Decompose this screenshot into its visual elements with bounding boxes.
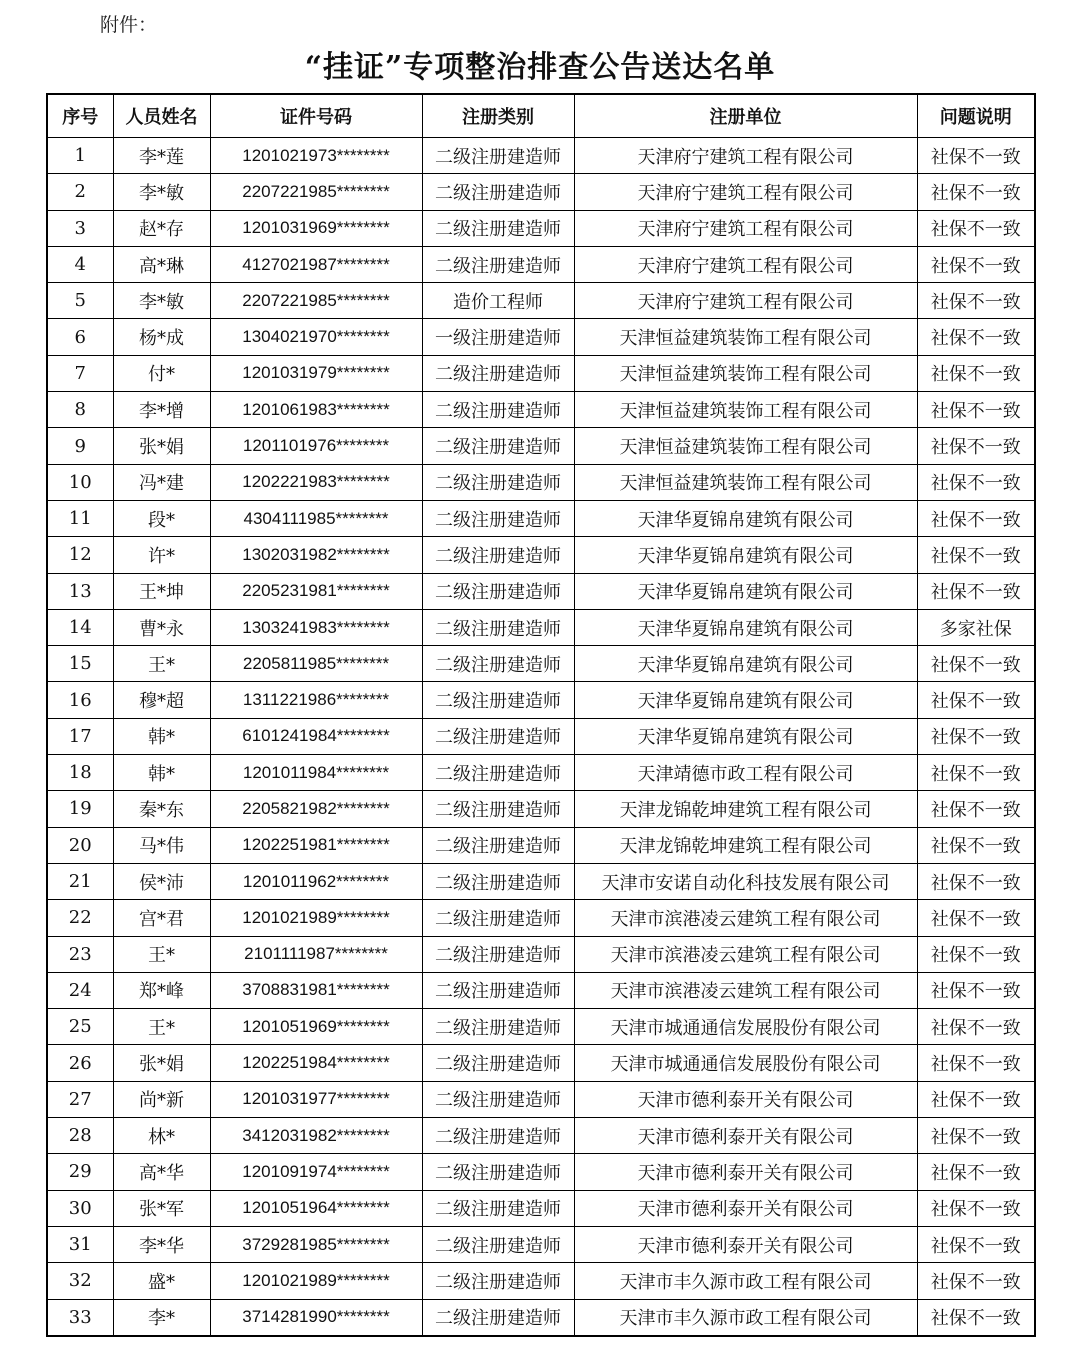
cell-name: 李*华	[113, 1226, 210, 1262]
cell-issue: 社保不一致	[917, 283, 1035, 319]
cell-registered-company: 天津华夏锦帛建筑有限公司	[574, 682, 917, 718]
cell-id-number: 1304021970********	[210, 319, 422, 355]
cell-issue: 社保不一致	[917, 936, 1035, 972]
cell-registration-type: 二级注册建造师	[422, 718, 574, 754]
cell-issue: 多家社保	[917, 609, 1035, 645]
cell-registered-company: 天津市德利泰开关有限公司	[574, 1226, 917, 1262]
cell-id-number: 1201031969********	[210, 210, 422, 246]
cell-issue: 社保不一致	[917, 972, 1035, 1008]
cell-index: 4	[47, 246, 113, 282]
cell-registered-company: 天津府宁建筑工程有限公司	[574, 210, 917, 246]
cell-registered-company: 天津恒益建筑装饰工程有限公司	[574, 319, 917, 355]
cell-issue: 社保不一致	[917, 428, 1035, 464]
cell-id-number: 1302031982********	[210, 537, 422, 573]
table-row	[47, 1226, 1035, 1262]
cell-index: 22	[47, 900, 113, 936]
cell-registration-type: 二级注册建造师	[422, 682, 574, 718]
cell-id-number: 3708831981********	[210, 972, 422, 1008]
cell-name: 曹*永	[113, 609, 210, 645]
cell-index: 20	[47, 827, 113, 863]
cell-registration-type: 二级注册建造师	[422, 1045, 574, 1081]
cell-name: 王*	[113, 646, 210, 682]
cell-index: 23	[47, 936, 113, 972]
table-row	[47, 718, 1035, 754]
cell-registration-type: 二级注册建造师	[422, 1190, 574, 1226]
cell-id-number: 1201021989********	[210, 900, 422, 936]
cell-index: 6	[47, 319, 113, 355]
table-row	[47, 682, 1035, 718]
cell-registration-type: 二级注册建造师	[422, 355, 574, 391]
cell-issue: 社保不一致	[917, 355, 1035, 391]
table-row	[47, 1009, 1035, 1045]
cell-name: 付*	[113, 355, 210, 391]
cell-registration-type: 二级注册建造师	[422, 1081, 574, 1117]
cell-name: 郑*峰	[113, 972, 210, 1008]
cell-id-number: 4304111985********	[210, 500, 422, 536]
cell-registered-company: 天津市德利泰开关有限公司	[574, 1118, 917, 1154]
cell-id-number: 1202221983********	[210, 464, 422, 500]
cell-registration-type: 二级注册建造师	[422, 972, 574, 1008]
cell-index: 13	[47, 573, 113, 609]
cell-name: 冯*建	[113, 464, 210, 500]
cell-issue: 社保不一致	[917, 863, 1035, 899]
cell-name: 张*娟	[113, 1045, 210, 1081]
cell-registered-company: 天津市滨港凌云建筑工程有限公司	[574, 936, 917, 972]
cell-id-number: 1303241983********	[210, 609, 422, 645]
cell-registration-type: 二级注册建造师	[422, 936, 574, 972]
cell-name: 段*	[113, 500, 210, 536]
column-header-registration-type: 注册类别	[422, 94, 574, 138]
table-row	[47, 283, 1035, 319]
cell-issue: 社保不一致	[917, 1045, 1035, 1081]
table-row	[47, 319, 1035, 355]
cell-registration-type: 二级注册建造师	[422, 1118, 574, 1154]
table-row	[47, 1299, 1035, 1336]
cell-name: 杨*成	[113, 319, 210, 355]
cell-issue: 社保不一致	[917, 1009, 1035, 1045]
table-row	[47, 428, 1035, 464]
table-row	[47, 791, 1035, 827]
cell-index: 9	[47, 428, 113, 464]
cell-issue: 社保不一致	[917, 900, 1035, 936]
cell-issue: 社保不一致	[917, 537, 1035, 573]
cell-index: 29	[47, 1154, 113, 1190]
cell-index: 25	[47, 1009, 113, 1045]
table-row	[47, 573, 1035, 609]
table-row	[47, 1263, 1035, 1299]
cell-registered-company: 天津恒益建筑装饰工程有限公司	[574, 392, 917, 428]
cell-id-number: 2205231981********	[210, 573, 422, 609]
cell-registered-company: 天津市城通通信发展股份有限公司	[574, 1045, 917, 1081]
cell-id-number: 1311221986********	[210, 682, 422, 718]
cell-name: 尚*新	[113, 1081, 210, 1117]
table-row	[47, 827, 1035, 863]
cell-name: 张*军	[113, 1190, 210, 1226]
cell-issue: 社保不一致	[917, 1081, 1035, 1117]
cell-id-number: 1201091974********	[210, 1154, 422, 1190]
column-header-issue: 问题说明	[917, 94, 1035, 138]
cell-name: 李*增	[113, 392, 210, 428]
cell-name: 赵*存	[113, 210, 210, 246]
cell-name: 李*敏	[113, 283, 210, 319]
cell-registration-type: 二级注册建造师	[422, 1263, 574, 1299]
cell-registered-company: 天津龙锦乾坤建筑工程有限公司	[574, 791, 917, 827]
cell-issue: 社保不一致	[917, 1118, 1035, 1154]
cell-name: 林*	[113, 1118, 210, 1154]
table-row	[47, 863, 1035, 899]
table-row	[47, 500, 1035, 536]
cell-index: 33	[47, 1299, 113, 1336]
column-header-name: 人员姓名	[113, 94, 210, 138]
cell-registered-company: 天津市滨港凌云建筑工程有限公司	[574, 900, 917, 936]
cell-registration-type: 二级注册建造师	[422, 537, 574, 573]
cell-registration-type: 二级注册建造师	[422, 1154, 574, 1190]
table-row	[47, 1118, 1035, 1154]
cell-issue: 社保不一致	[917, 1154, 1035, 1190]
cell-registration-type: 二级注册建造师	[422, 1009, 574, 1045]
cell-index: 12	[47, 537, 113, 573]
cell-registered-company: 天津恒益建筑装饰工程有限公司	[574, 464, 917, 500]
notice-list-table	[46, 93, 1036, 1337]
cell-issue: 社保不一致	[917, 718, 1035, 754]
cell-issue: 社保不一致	[917, 827, 1035, 863]
cell-registered-company: 天津恒益建筑装饰工程有限公司	[574, 355, 917, 391]
cell-index: 5	[47, 283, 113, 319]
cell-name: 韩*	[113, 718, 210, 754]
cell-name: 宫*君	[113, 900, 210, 936]
cell-issue: 社保不一致	[917, 392, 1035, 428]
cell-registered-company: 天津市德利泰开关有限公司	[574, 1081, 917, 1117]
table-row	[47, 972, 1035, 1008]
column-header-index: 序号	[47, 94, 113, 138]
cell-registration-type: 二级注册建造师	[422, 609, 574, 645]
table-row	[47, 537, 1035, 573]
cell-name: 马*伟	[113, 827, 210, 863]
cell-registration-type: 二级注册建造师	[422, 827, 574, 863]
table-row	[47, 464, 1035, 500]
cell-name: 许*	[113, 537, 210, 573]
cell-name: 王*	[113, 1009, 210, 1045]
cell-registered-company: 天津府宁建筑工程有限公司	[574, 138, 917, 174]
cell-issue: 社保不一致	[917, 646, 1035, 682]
cell-index: 1	[47, 138, 113, 174]
table-row	[47, 355, 1035, 391]
cell-id-number: 1202251984********	[210, 1045, 422, 1081]
cell-issue: 社保不一致	[917, 500, 1035, 536]
cell-id-number: 4127021987********	[210, 246, 422, 282]
cell-registered-company: 天津市安诺自动化科技发展有限公司	[574, 863, 917, 899]
cell-index: 8	[47, 392, 113, 428]
cell-registration-type: 二级注册建造师	[422, 1226, 574, 1262]
cell-id-number: 1201061983********	[210, 392, 422, 428]
cell-registration-type: 二级注册建造师	[422, 138, 574, 174]
cell-registered-company: 天津靖德市政工程有限公司	[574, 755, 917, 791]
cell-name: 李*敏	[113, 174, 210, 210]
cell-registered-company: 天津市丰久源市政工程有限公司	[574, 1299, 917, 1336]
cell-index: 14	[47, 609, 113, 645]
cell-issue: 社保不一致	[917, 464, 1035, 500]
cell-name: 李*	[113, 1299, 210, 1336]
cell-id-number: 1201011962********	[210, 863, 422, 899]
table-row	[47, 1190, 1035, 1226]
cell-name: 韩*	[113, 755, 210, 791]
cell-name: 高*琳	[113, 246, 210, 282]
cell-id-number: 1201021989********	[210, 1263, 422, 1299]
cell-id-number: 3729281985********	[210, 1226, 422, 1262]
cell-name: 王*坤	[113, 573, 210, 609]
cell-name: 穆*超	[113, 682, 210, 718]
table-row	[47, 138, 1035, 174]
cell-registration-type: 一级注册建造师	[422, 319, 574, 355]
cell-issue: 社保不一致	[917, 138, 1035, 174]
cell-issue: 社保不一致	[917, 1190, 1035, 1226]
cell-issue: 社保不一致	[917, 246, 1035, 282]
cell-registered-company: 天津华夏锦帛建筑有限公司	[574, 609, 917, 645]
cell-issue: 社保不一致	[917, 755, 1035, 791]
cell-registered-company: 天津府宁建筑工程有限公司	[574, 174, 917, 210]
table-row	[47, 210, 1035, 246]
cell-issue: 社保不一致	[917, 319, 1035, 355]
table-row	[47, 1081, 1035, 1117]
table-row	[47, 392, 1035, 428]
cell-index: 31	[47, 1226, 113, 1262]
cell-name: 秦*东	[113, 791, 210, 827]
table-row	[47, 174, 1035, 210]
cell-registration-type: 二级注册建造师	[422, 900, 574, 936]
table-row	[47, 900, 1035, 936]
cell-registration-type: 二级注册建造师	[422, 755, 574, 791]
cell-issue: 社保不一致	[917, 682, 1035, 718]
table-header-row	[47, 94, 1035, 138]
column-header-id-number: 证件号码	[210, 94, 422, 138]
cell-issue: 社保不一致	[917, 210, 1035, 246]
cell-id-number: 2207221985********	[210, 174, 422, 210]
cell-index: 7	[47, 355, 113, 391]
table-row	[47, 936, 1035, 972]
cell-registered-company: 天津华夏锦帛建筑有限公司	[574, 646, 917, 682]
cell-index: 24	[47, 972, 113, 1008]
cell-registered-company: 天津市丰久源市政工程有限公司	[574, 1263, 917, 1299]
cell-id-number: 3714281990********	[210, 1299, 422, 1336]
cell-registration-type: 二级注册建造师	[422, 246, 574, 282]
cell-index: 11	[47, 500, 113, 536]
cell-id-number: 2205811985********	[210, 646, 422, 682]
cell-registered-company: 天津华夏锦帛建筑有限公司	[574, 718, 917, 754]
cell-id-number: 2205821982********	[210, 791, 422, 827]
cell-registered-company: 天津龙锦乾坤建筑工程有限公司	[574, 827, 917, 863]
cell-registration-type: 二级注册建造师	[422, 428, 574, 464]
cell-id-number: 1201051964********	[210, 1190, 422, 1226]
cell-issue: 社保不一致	[917, 1263, 1035, 1299]
cell-name: 李*莲	[113, 138, 210, 174]
cell-index: 16	[47, 682, 113, 718]
cell-id-number: 1201031977********	[210, 1081, 422, 1117]
column-header-registered-company: 注册单位	[574, 94, 917, 138]
cell-registration-type: 二级注册建造师	[422, 464, 574, 500]
table-row	[47, 646, 1035, 682]
cell-index: 21	[47, 863, 113, 899]
cell-registered-company: 天津市滨港凌云建筑工程有限公司	[574, 972, 917, 1008]
cell-issue: 社保不一致	[917, 791, 1035, 827]
cell-registration-type: 二级注册建造师	[422, 500, 574, 536]
cell-id-number: 2101111987********	[210, 936, 422, 972]
cell-id-number: 1201101976********	[210, 428, 422, 464]
cell-name: 高*华	[113, 1154, 210, 1190]
cell-name: 盛*	[113, 1263, 210, 1299]
cell-id-number: 1201031979********	[210, 355, 422, 391]
cell-name: 张*娟	[113, 428, 210, 464]
cell-index: 19	[47, 791, 113, 827]
attachment-label: 附件：	[100, 14, 158, 36]
cell-index: 17	[47, 718, 113, 754]
cell-id-number: 6101241984********	[210, 718, 422, 754]
cell-issue: 社保不一致	[917, 1226, 1035, 1262]
cell-index: 18	[47, 755, 113, 791]
cell-registered-company: 天津府宁建筑工程有限公司	[574, 246, 917, 282]
cell-registered-company: 天津市德利泰开关有限公司	[574, 1154, 917, 1190]
cell-index: 27	[47, 1081, 113, 1117]
table-row	[47, 755, 1035, 791]
cell-index: 2	[47, 174, 113, 210]
cell-registered-company: 天津华夏锦帛建筑有限公司	[574, 537, 917, 573]
cell-index: 10	[47, 464, 113, 500]
cell-issue: 社保不一致	[917, 174, 1035, 210]
cell-registration-type: 二级注册建造师	[422, 392, 574, 428]
cell-index: 32	[47, 1263, 113, 1299]
cell-id-number: 1201021973********	[210, 138, 422, 174]
cell-id-number: 2207221985********	[210, 283, 422, 319]
cell-registration-type: 二级注册建造师	[422, 1299, 574, 1336]
cell-id-number: 1201011984********	[210, 755, 422, 791]
cell-index: 15	[47, 646, 113, 682]
cell-registration-type: 二级注册建造师	[422, 573, 574, 609]
cell-registration-type: 二级注册建造师	[422, 863, 574, 899]
cell-registration-type: 二级注册建造师	[422, 791, 574, 827]
cell-name: 王*	[113, 936, 210, 972]
cell-registered-company: 天津市德利泰开关有限公司	[574, 1190, 917, 1226]
cell-registration-type: 二级注册建造师	[422, 174, 574, 210]
cell-index: 3	[47, 210, 113, 246]
table-row	[47, 1154, 1035, 1190]
cell-name: 侯*沛	[113, 863, 210, 899]
table-row	[47, 609, 1035, 645]
cell-issue: 社保不一致	[917, 1299, 1035, 1336]
cell-registration-type: 二级注册建造师	[422, 646, 574, 682]
cell-id-number: 3412031982********	[210, 1118, 422, 1154]
cell-id-number: 1202251981********	[210, 827, 422, 863]
cell-index: 28	[47, 1118, 113, 1154]
table-row	[47, 1045, 1035, 1081]
cell-registered-company: 天津市城通通信发展股份有限公司	[574, 1009, 917, 1045]
cell-registered-company: 天津华夏锦帛建筑有限公司	[574, 500, 917, 536]
cell-registered-company: 天津府宁建筑工程有限公司	[574, 283, 917, 319]
cell-id-number: 1201051969********	[210, 1009, 422, 1045]
cell-issue: 社保不一致	[917, 573, 1035, 609]
cell-registration-type: 二级注册建造师	[422, 210, 574, 246]
cell-registered-company: 天津华夏锦帛建筑有限公司	[574, 573, 917, 609]
cell-index: 30	[47, 1190, 113, 1226]
table-body	[47, 138, 1035, 1336]
cell-registered-company: 天津恒益建筑装饰工程有限公司	[574, 428, 917, 464]
cell-index: 26	[47, 1045, 113, 1081]
cell-registration-type: 造价工程师	[422, 283, 574, 319]
document-title: “挂证”专项整治排查公告送达名单	[304, 50, 776, 85]
table-row	[47, 246, 1035, 282]
